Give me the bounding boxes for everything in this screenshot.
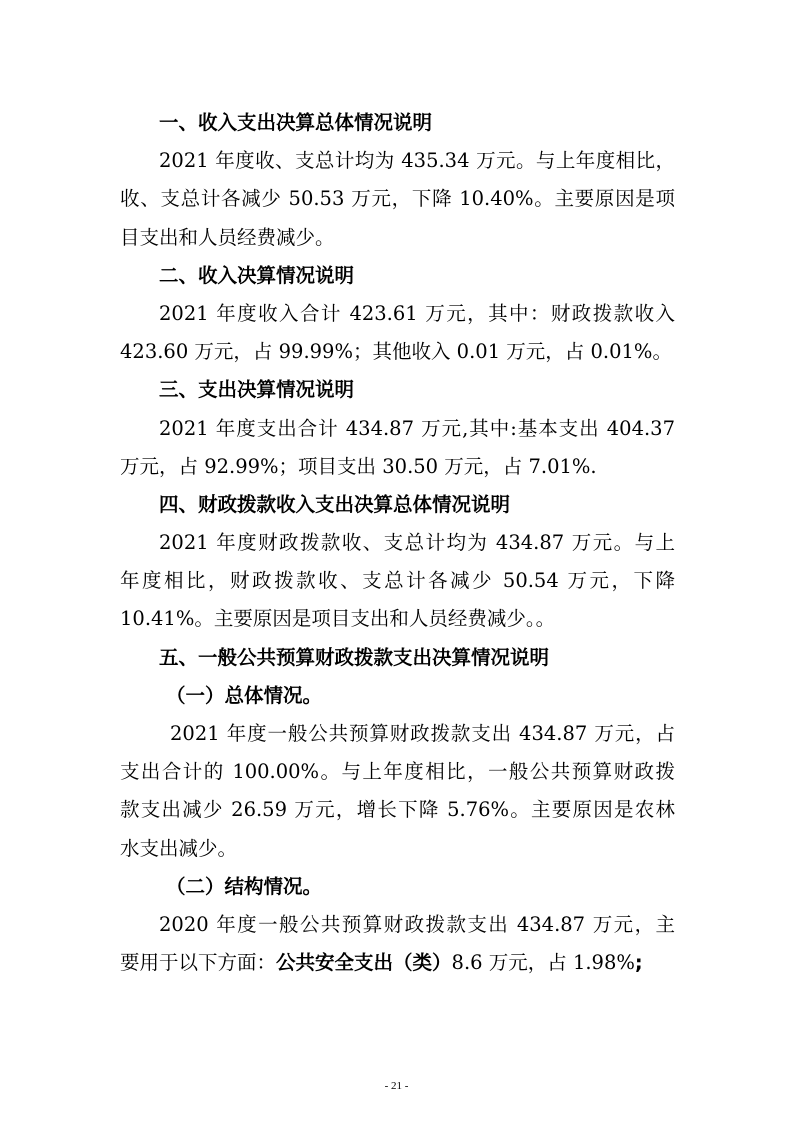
section-heading-1: 一、收入支出决算总体情况说明 [159, 111, 433, 134]
subsection-heading-structure: （二）结构情况。 [166, 874, 323, 898]
section-heading-2: 二、收入决算情况说明 [159, 263, 355, 287]
bold-category-label: 公共安全支出（类） [276, 951, 452, 975]
paragraph-line: 2021 年度支出合计 434.87 万元,其中:基本支出 404.37 [159, 416, 675, 440]
text-fragment: 要用于以下方面： [120, 951, 277, 975]
paragraph-line: 年度相比，财政拨款收、支总计各减少 50.54 万元，下降 [120, 569, 675, 593]
paragraph-line: 目支出和人员经费减少。 [120, 225, 335, 249]
section-heading-3: 三、支出决算情况说明 [159, 378, 355, 402]
text-fragment: 8.6 万元，占 1.98% [451, 951, 635, 975]
bold-punctuation: ; [634, 951, 643, 975]
paragraph-line: 10.41%。主要原因是项目支出和人员经费减少。。 [120, 607, 556, 631]
paragraph-line: 支出合计的 100.00%。与上年度相比，一般公共预算财政拨 [120, 760, 675, 784]
paragraph-line: 2021 年度收、支总计均为 435.34 万元。与上年度相比， [159, 149, 675, 173]
page-content [120, 104, 675, 982]
paragraph-line: 423.60 万元，占 99.99%；其他收入 0.01 万元，占 0.01%。 [120, 340, 672, 364]
paragraph-line: 收、支总计各减少 50.53 万元，下降 10.40%。主要原因是项 [120, 187, 675, 211]
paragraph-line: 2021 年度财政拨款收、支总计均为 434.87 万元。与上 [159, 531, 675, 555]
paragraph-line: 水支出减少。 [120, 836, 238, 860]
paragraph-line-mixed [120, 944, 675, 982]
page-number: - 21 - [384, 1080, 409, 1092]
subsection-heading-overall: （一）总体情况。 [166, 683, 323, 707]
paragraph-line: 2020 年度一般公共预算财政拨款支出 434.87 万元，主 [159, 912, 675, 936]
section-heading-4: 四、财政拨款收入支出决算总体情况说明 [159, 492, 511, 516]
paragraph-line: 万元，占 92.99%；项目支出 30.50 万元，占 7.01%. [120, 454, 597, 478]
section-heading-5: 五、一般公共预算财政拨款支出决算情况说明 [159, 645, 550, 669]
paragraph-line: 款支出减少 26.59 万元，增长下降 5.76%。主要原因是农林 [120, 798, 675, 822]
paragraph-line: 2021 年度一般公共预算财政拨款支出 434.87 万元，占 [170, 722, 675, 745]
paragraph-line: 2021 年度收入合计 423.61 万元，其中：财政拨款收入 [159, 301, 675, 325]
